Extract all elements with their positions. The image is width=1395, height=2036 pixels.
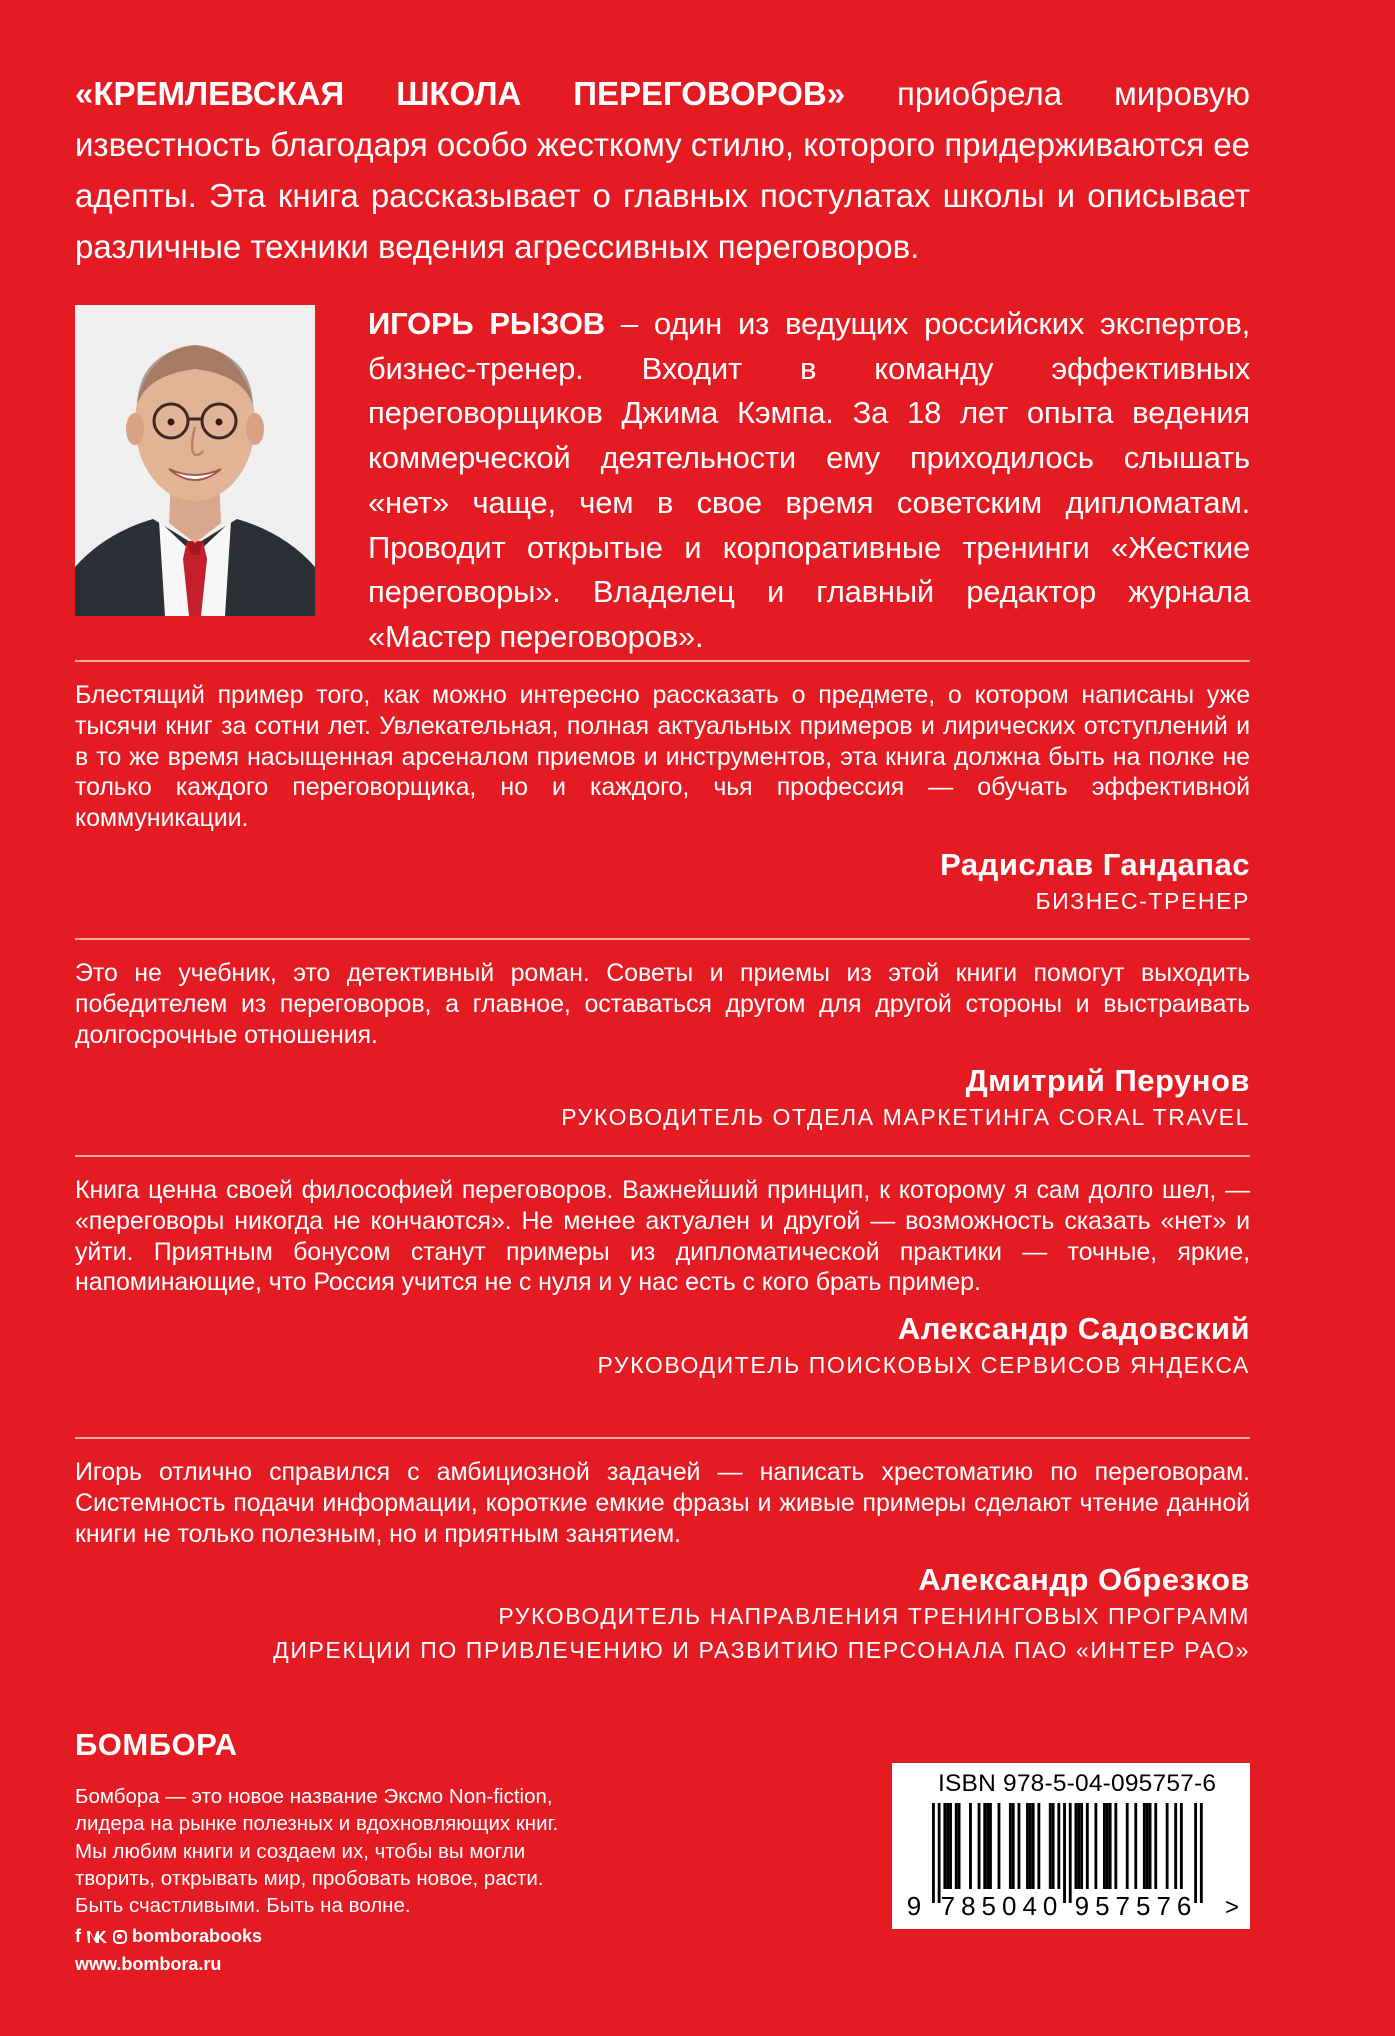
review-text: Это не учебник, это детективный роман. Советы и приемы из этой книги помогут выходить победителем из переговоров, а главное, оставаться другом для другой стороны и выстраивать долгосрочные отношения. <box>75 959 1250 1049</box>
author-photo <box>75 305 315 616</box>
author-portrait-illustration <box>75 305 315 616</box>
barcode-bar <box>1194 1803 1197 1903</box>
barcode-quiet-mark: > <box>1224 1894 1240 1921</box>
barcode-bar <box>1134 1803 1137 1889</box>
review-3 <box>75 1175 1250 1382</box>
barcode-bar <box>949 1803 952 1889</box>
barcode-bar <box>1143 1803 1146 1889</box>
social-handle[interactable]: bomborabooks <box>132 1926 263 1946</box>
divider <box>75 1437 1250 1439</box>
publisher-line: Быть счастливыми. Быть на волне. <box>75 1894 411 1918</box>
review-author: Александр Обрезков <box>918 1562 1250 1598</box>
barcode-bar <box>1154 1803 1157 1889</box>
barcode-bar <box>1063 1803 1066 1903</box>
barcode-bar <box>1012 1803 1015 1889</box>
barcode-bar <box>978 1803 981 1889</box>
barcode-bar <box>1009 1803 1012 1889</box>
barcode-first-digit: 9 <box>906 1891 922 1921</box>
barcode-bar <box>986 1803 989 1889</box>
barcode-bar <box>1026 1803 1029 1889</box>
intro-title: «КРЕМЛЕВСКАЯ ШКОЛА ПЕРЕГОВОРОВ» <box>75 75 846 112</box>
publisher-line: творить, открывать мир, пробовать новое, расти. <box>75 1866 544 1890</box>
review-4 <box>75 1457 1250 1667</box>
barcode-bar <box>1126 1803 1129 1889</box>
barcode-bar <box>1180 1803 1183 1889</box>
barcode-bar <box>1018 1803 1021 1889</box>
intro-paragraph <box>75 68 1250 272</box>
facebook-icon[interactable]: f <box>75 1926 81 1946</box>
barcode-bar <box>1094 1803 1097 1889</box>
barcode-bar <box>1069 1803 1072 1903</box>
barcode-graphic <box>892 1763 1250 1929</box>
isbn-barcode <box>892 1763 1250 1929</box>
barcode-bar <box>1174 1803 1177 1889</box>
review-author: Дмитрий Перунов <box>965 1063 1250 1099</box>
barcode-bar <box>1086 1803 1089 1889</box>
review-author-role: РУКОВОДИТЕЛЬ ПОИСКОВЫХ СЕРВИСОВ ЯНДЕКСА <box>597 1352 1250 1379</box>
divider <box>75 660 1250 662</box>
barcode-right-digits: 957576 <box>1074 1891 1198 1921</box>
barcode-bar <box>1037 1803 1040 1889</box>
barcode-bar <box>1057 1803 1060 1889</box>
barcode-bar <box>1109 1803 1112 1889</box>
review-2 <box>75 958 1250 1134</box>
barcode-bar <box>1103 1803 1106 1889</box>
publisher-description <box>75 1783 675 1919</box>
barcode-bar <box>1029 1803 1032 1889</box>
barcode-bar <box>1077 1803 1080 1889</box>
barcode-bar <box>1146 1803 1149 1889</box>
divider <box>75 938 1250 940</box>
review-author: Александр Садовский <box>897 1311 1250 1347</box>
barcode-bar <box>1049 1803 1052 1889</box>
publisher-line: Бомбора — это новое название Эксмо Non-fiction, <box>75 1785 553 1808</box>
instagram-icon[interactable] <box>113 1930 127 1944</box>
divider <box>75 1155 1250 1157</box>
intro-text: приобрела мировую известность благодаря особо жесткому стилю, которого придерживаются ее адепты. Эта книга рассказывает о главных постулатах школы и описывает различные техники ведения агрессивных переговоров. <box>75 75 1250 265</box>
review-author-role: РУКОВОДИТЕЛЬ ОТДЕЛА МАРКЕТИНГА CORAL TRAVEL <box>561 1104 1250 1131</box>
barcode-bar <box>946 1803 949 1889</box>
barcode-bar <box>955 1803 958 1889</box>
barcode-bar <box>989 1803 992 1889</box>
barcode-bar <box>1149 1803 1152 1889</box>
barcode-bar <box>943 1803 946 1889</box>
review-author-role: БИЗНЕС-ТРЕНЕР <box>1035 887 1250 914</box>
barcode-bar <box>1200 1803 1203 1903</box>
barcode-bar <box>958 1803 961 1889</box>
website-link[interactable]: www.bombora.ru <box>75 1954 222 1974</box>
publisher-logo: БОМБОРА <box>75 1727 238 1762</box>
review-text: Книга ценна своей философией переговоров. Важнейший принцип, к которому я сам долго шел, — «переговоры никогда не кончаются». Не менее актуален и другой — возможность сказать «нет» и уйти. Приятным бонусом станут примеры из дипломатической практики — точные, яркие, напоминающие, что Россия учится не с нуля и у нас есть с кого брать пример. <box>75 1176 1250 1297</box>
vk-icon[interactable] <box>86 1930 108 1944</box>
barcode-bar <box>1106 1803 1109 1889</box>
barcode-bar <box>1166 1803 1169 1889</box>
author-bio-text: – один из ведущих российских экспертов, бизнес-тренер. Входит в команду эффективных переговорщиков Джима Кэмпа. За 18 лет опыта ведения коммерческой деятельности ему приходилось слышать «нет» чаще, чем в свое время советским дипломатам. Проводит открытые и корпоративные тренинги «Жесткие переговоры». Владелец и главный редактор журнала «Мастер переговоров». <box>368 306 1251 654</box>
review-author-role-line2: ДИРЕКЦИИ ПО ПРИВЛЕЧЕНИЮ И РАЗВИТИЮ ПЕРСОНАЛА ПАО «ИНТЕР РАО» <box>273 1637 1250 1664</box>
barcode-bar <box>983 1803 986 1889</box>
barcode-bar <box>998 1803 1001 1889</box>
review-author-role: РУКОВОДИТЕЛЬ НАПРАВЛЕНИЯ ТРЕНИНГОВЫХ ПРОГРАММ <box>498 1603 1250 1630</box>
barcode-left-digits: 785040 <box>940 1891 1064 1921</box>
author-bio <box>368 302 1250 660</box>
barcode-bar <box>969 1803 972 1889</box>
barcode-bar <box>1080 1803 1083 1889</box>
review-text: Блестящий пример того, как можно интересно рассказать о предмете, о котором написаны уже тысячи книг за сотни лет. Увлекательная, полная актуальных примеров и лирических отступлений и в то же время насыщенная арсеналом приемов и инструментов, эта книга должна быть на полке не только каждого переговорщика, но и каждого, чья профессия — обучать эффективной коммуникации. <box>75 681 1250 833</box>
isbn-label: ISBN 978-5-04-095757-6 <box>938 1770 1217 1797</box>
review-text: Игорь отлично справился с амбициозной задачей — написать хрестоматию по переговорам. Системность подачи информации, короткие емкие фразы и живые примеры сделают чтение данной книги не только полезным, но и приятным занятием. <box>75 1458 1250 1548</box>
review-1 <box>75 680 1250 918</box>
author-name: ИГОРЬ РЫЗОВ <box>368 306 605 341</box>
barcode-bar <box>1032 1803 1035 1889</box>
social-links <box>75 1926 262 1947</box>
review-author: Радислав Гандапас <box>940 846 1250 882</box>
publisher-line: Мы любим книги и создаем их, чтобы вы могли <box>75 1839 526 1863</box>
publisher-line: лидера на рынке полезных и вдохновляющих книг. <box>75 1812 559 1836</box>
barcode-bar <box>938 1803 941 1903</box>
barcode-bar <box>932 1803 935 1903</box>
barcode-bar <box>1114 1803 1117 1889</box>
barcode-bar <box>1052 1803 1055 1889</box>
barcode-bar <box>1075 1803 1078 1889</box>
